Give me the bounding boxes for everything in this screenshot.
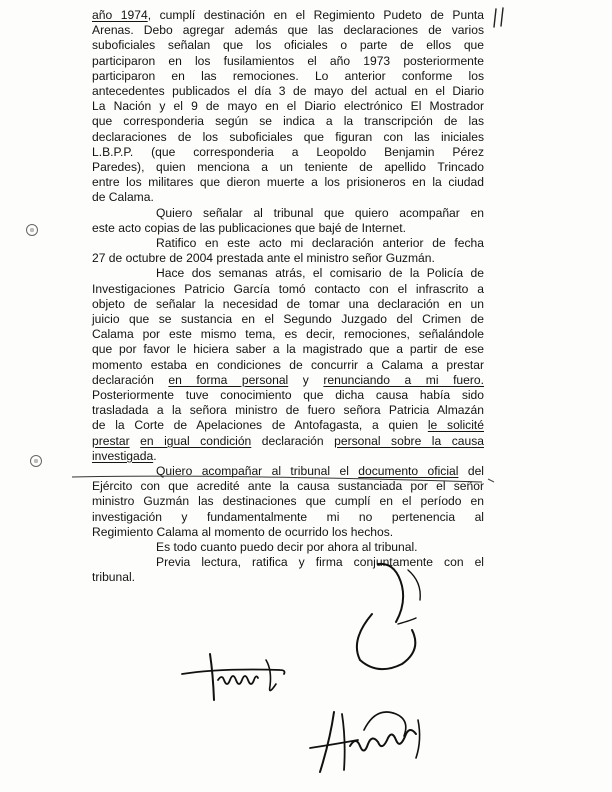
text-line [92, 175, 484, 190]
text-line [92, 114, 484, 129]
text-segment: investigación y fundamentalmente mi no pertenencia al [92, 509, 484, 524]
text-segment: trasladada a la señora ministro de fuero señora Patricia Almazán [92, 403, 484, 418]
text-line [92, 403, 484, 418]
text-line [92, 190, 484, 205]
underlined-phrase: año 1974 [92, 8, 148, 22]
text-segment: del [458, 464, 484, 478]
text-line [92, 84, 484, 99]
text-segment: y [288, 372, 324, 387]
text-segment: , cumplí destinación en el Regimiento Pudeto de Punta [147, 8, 485, 22]
text-line [92, 99, 484, 114]
text-segment: de Calama. [92, 190, 154, 205]
text-segment: objeto de señalar la necesidad de tomar una declaración en un [92, 296, 484, 311]
text-segment: participaron en las remociones. Lo anterior conforme los [92, 68, 484, 83]
tick-mark-icon [488, 479, 494, 482]
text-segment: Ratifico en este acto mi declaración anterior de fecha [156, 236, 484, 250]
text-segment: Investigaciones Patricio García tomó contacto con el infrascrito a [92, 281, 484, 296]
text-segment: La Nación y el 9 de mayo en el Diario electrónico El Mostrador [92, 99, 484, 114]
text-line [92, 160, 484, 175]
text-line [92, 494, 484, 509]
text-segment: Regimiento Calama al momento de ocurrido los hechos. [92, 524, 394, 539]
text-segment: antecedentes publicados el día 3 de mayo del actual en el Diario [92, 84, 484, 98]
text-line [92, 145, 484, 160]
text-segment: este acto copias de las publicaciones que bajé de Internet. [92, 220, 406, 235]
text-segment: Posteriormente tuve conocimiento que dicha causa había sido [92, 388, 484, 402]
text-segment: . [153, 448, 157, 463]
text-line [156, 540, 484, 555]
signature-bottom [306, 700, 436, 780]
page-number-handwritten-icon [488, 6, 512, 30]
text-line [92, 38, 484, 53]
signature-left [180, 640, 290, 710]
text-line [92, 23, 484, 38]
text-line [92, 434, 484, 449]
text-line [156, 266, 484, 281]
text-segment: que por favor le hiciera saber a la magistrado que a partir de ese [92, 342, 484, 357]
text-segment: Arenas. Debo agregar además que las declaraciones de varios [92, 23, 484, 38]
punch-hole-icon [26, 224, 38, 236]
underlined-phrase: en forma personal [168, 372, 289, 387]
text-line [92, 479, 484, 494]
text-segment [130, 434, 141, 448]
text-line [92, 69, 484, 84]
text-line [156, 464, 484, 479]
text-segment: Ejército con que acredité ante la causa sustanciada por el señor [92, 479, 484, 494]
text-line [92, 8, 484, 23]
text-segment: Calama por este mismo tema, es decir, remociones, señalándole [92, 327, 484, 342]
text-line [92, 221, 484, 236]
text-line [156, 236, 484, 251]
text-line [92, 282, 484, 297]
text-line [156, 206, 484, 221]
underlined-phrase: en igual condición [140, 433, 252, 448]
text-segment: 27 de octubre de 2004 prestada ante el ministro señor Guzmán. [92, 251, 435, 266]
text-segment: declaración [92, 372, 169, 387]
underlined-phrase: investigada [92, 448, 154, 463]
text-segment: entre los militares que dieron muerte a los prisioneros en la ciudad [92, 175, 484, 190]
text-segment: tribunal. [92, 570, 136, 585]
text-segment: Quiero acompañar al tribunal el [156, 464, 359, 478]
text-segment: Es todo cuanto puedo decir por ahora al tribunal. [156, 540, 418, 554]
text-segment: momento estaba en condiciones de concurrir a Calama a prestar [92, 357, 484, 372]
text-line [92, 54, 484, 69]
underlined-phrase: le solicité [427, 418, 484, 433]
text-segment: L.B.P.P. (que corresponderia a Leopoldo Benjamin Pérez [92, 144, 484, 159]
text-segment: participaron en los fusilamientos el año 1973 posteriormente [92, 53, 484, 68]
text-line [92, 525, 484, 540]
text-segment: que corresponderia según se indica a la transcripción de las [92, 114, 484, 129]
text-line [92, 418, 484, 433]
text-segment: suboficiales señalan que los oficiales o parte de ellos que [92, 38, 484, 53]
text-segment: ministro Guzmán las destinaciones que cumplí en el período en [92, 494, 484, 509]
text-line [92, 373, 484, 388]
text-line [92, 297, 484, 312]
underlined-phrase: personal sobre la causa [334, 433, 484, 448]
text-segment: juicio que se sustancia en el Segundo Juzgado del Crimen de [92, 312, 484, 326]
text-line [92, 130, 484, 145]
underlined-phrase: documento oficial [358, 464, 459, 478]
text-line [92, 510, 484, 525]
text-segment: Previa lectura, ratifica y firma conjuntamente con el [156, 555, 484, 570]
signature-right-large [338, 560, 448, 680]
underlined-phrase: prestar [92, 433, 130, 448]
text-line [92, 342, 484, 357]
text-line [92, 388, 484, 403]
text-line [92, 449, 484, 464]
text-segment: Paredes), quien menciona a un teniente de apellido Trincado [92, 160, 484, 174]
text-segment: de la Corte de Apelaciones de Antofagasta, a quien [92, 418, 428, 433]
text-line [92, 358, 484, 373]
text-segment: Hace dos semanas atrás, el comisario de la Policía de [156, 266, 484, 281]
text-segment: declaraciones de los suboficiales que figuran con las iniciales [92, 129, 484, 144]
text-segment: declaración [251, 433, 335, 448]
text-segment: Quiero señalar al tribunal que quiero acompañar en [156, 205, 484, 220]
text-line [92, 251, 484, 266]
punch-hole-icon [30, 455, 42, 467]
text-line [92, 312, 484, 327]
underlined-phrase: renunciando a mi fuero. [323, 372, 484, 387]
text-line [92, 327, 484, 342]
